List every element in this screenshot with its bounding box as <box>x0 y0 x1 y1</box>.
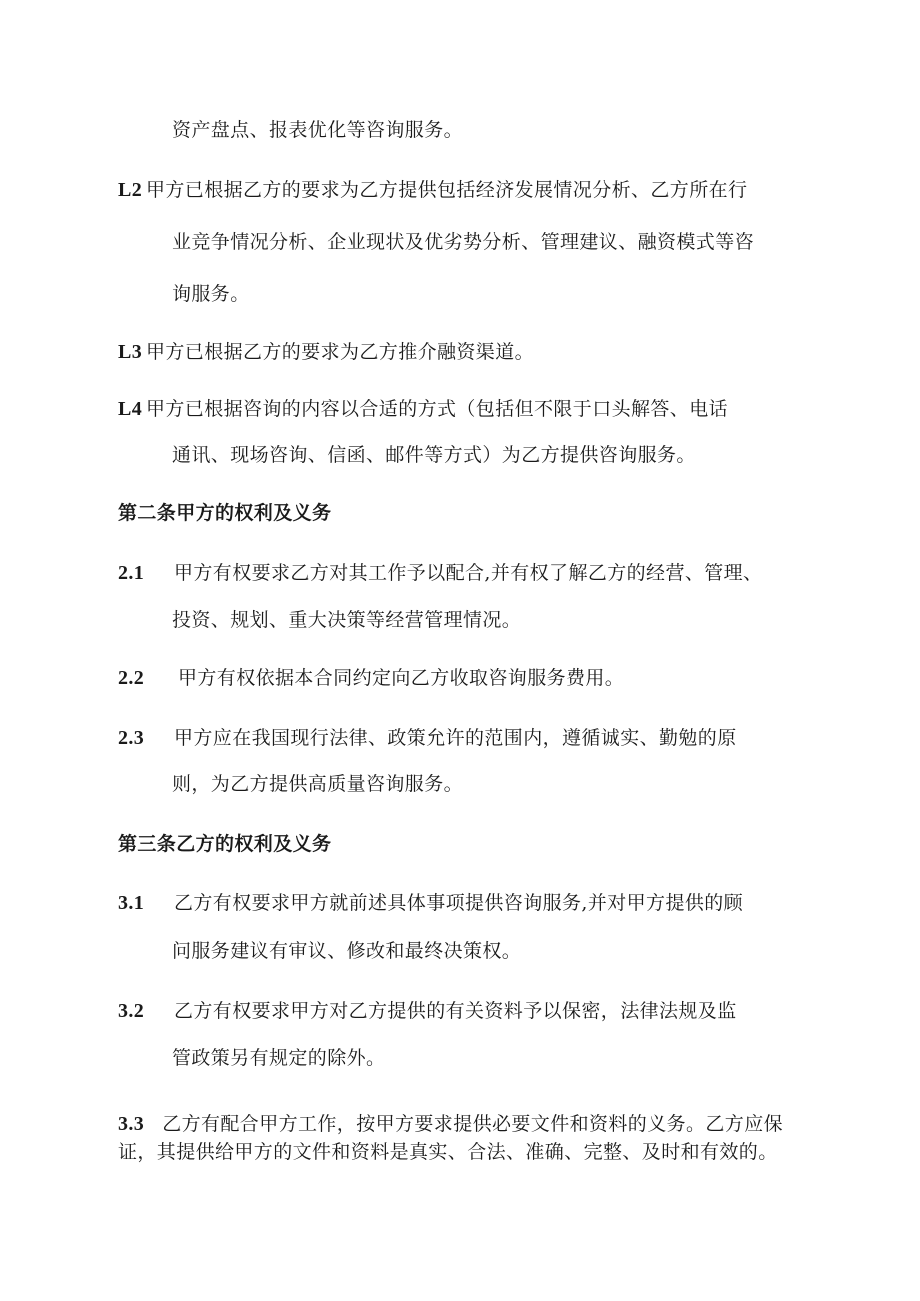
section-3-heading: 第三条乙方的权利及义务 <box>118 833 332 855</box>
clause-3-1-line-1: 乙方有权要求甲方就前述具体事项提供咨询服务,并对甲方提供的顾 <box>174 892 744 914</box>
item-number-l2: L2 <box>118 179 143 201</box>
section-2-heading: 第二条甲方的权利及义务 <box>118 502 332 524</box>
clause-3-2-line-2: 管政策另有规定的除外。 <box>172 1047 386 1069</box>
item-l4-line-1: 甲方已根据咨询的内容以合适的方式（包括但不限于口头解答、电话 <box>146 398 729 420</box>
clause-2-2-line-1: 甲方有权依据本合同约定向乙方收取咨询服务费用。 <box>178 667 625 689</box>
clause-number-3-1: 3.1 <box>118 892 145 914</box>
clause-number-3-2: 3.2 <box>118 1000 145 1022</box>
item-l2-line-2: 业竞争情况分析、企业现状及优劣势分析、管理建议、融资模式等咨 <box>172 231 755 253</box>
clause-2-1-line-1: 甲方有权要求乙方对其工作予以配合,并有权了解乙方的经营、管理、 <box>174 562 763 584</box>
clause-2-3-line-1: 甲方应在我国现行法律、政策允许的范围内，遵循诚实、勤勉的原 <box>174 727 737 749</box>
clause-2-1-line-2: 投资、规划、重大决策等经营管理情况。 <box>172 609 522 631</box>
item-l3-line-1: 甲方已根据乙方的要求为乙方推介融资渠道。 <box>146 341 535 363</box>
item-l2-line-1: 甲方已根据乙方的要求为乙方提供包括经济发展情况分析、乙方所在行 <box>146 179 748 201</box>
item-number-l4: L4 <box>118 398 143 420</box>
clause-3-1-line-2: 问服务建议有审议、修改和最终决策权。 <box>172 940 522 962</box>
clause-number-3-3: 3.3 <box>118 1113 145 1135</box>
clause-3-3 <box>118 1110 818 1166</box>
clause-number-2-3: 2.3 <box>118 727 145 749</box>
item-l4-line-2: 通讯、现场咨询、信函、邮件等方式）为乙方提供咨询服务。 <box>172 444 696 466</box>
item-number-l3: L3 <box>118 341 143 363</box>
item-l2-line-3: 询服务。 <box>172 283 250 305</box>
clause-number-2-2: 2.2 <box>118 667 145 689</box>
clause-3-2-line-1: 乙方有权要求甲方对乙方提供的有关资料予以保密，法律法规及监 <box>174 1000 737 1022</box>
clause-3-3-text: 乙方有配合甲方工作，按甲方要求提供必要文件和资料的义务。乙方应保证，其提供给甲方的文件和资料是真实、合法、准确、完整、及时和有效的。 <box>118 1113 784 1163</box>
continued-text: 资产盘点、报表优化等咨询服务。 <box>172 119 464 141</box>
clause-2-3-line-2: 则，为乙方提供高质量咨询服务。 <box>172 773 464 795</box>
clause-number-2-1: 2.1 <box>118 562 145 584</box>
